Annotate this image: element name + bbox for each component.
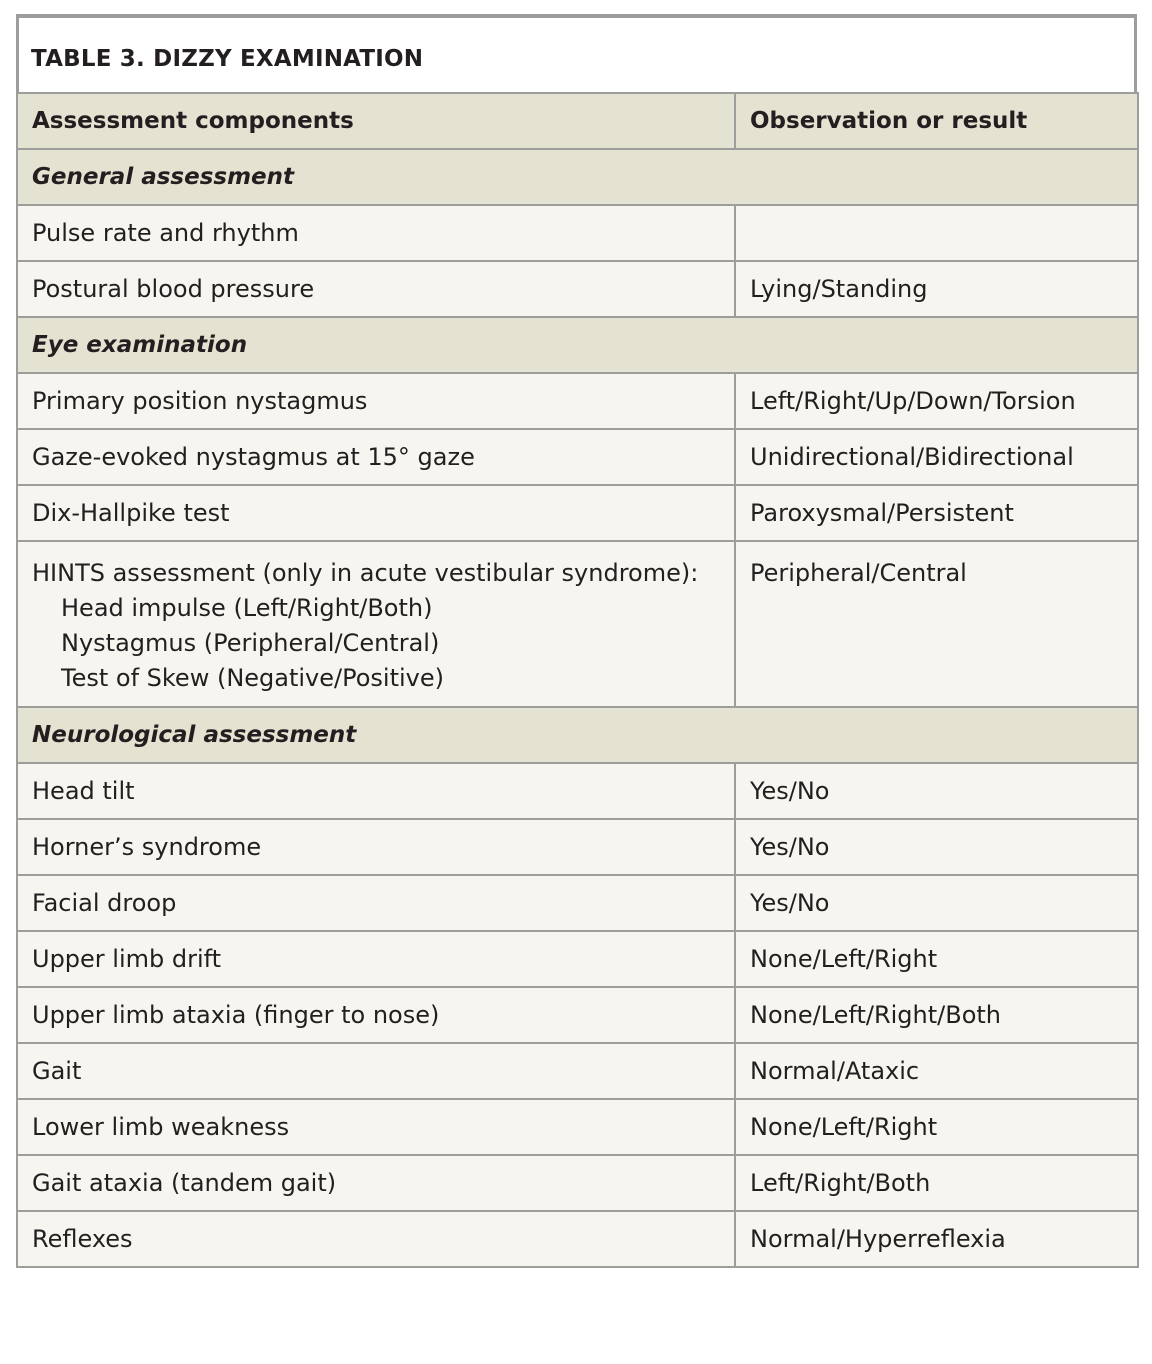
result-cell: Left/Right/Up/Down/Torsion [735,373,1138,429]
table-row [17,261,1138,317]
result-cell: Yes/No [735,763,1138,819]
component-cell: Postural blood pressure [17,261,735,317]
table-row [17,875,1138,931]
result-cell: Normal/Ataxic [735,1043,1138,1099]
table-row [17,763,1138,819]
result-cell: None/Left/Right/Both [735,987,1138,1043]
section-label: Neurological assessment [17,707,1138,763]
header-observation-or-result: Observation or result [735,93,1138,149]
result-cell: Normal/Hyperreflexia [735,1211,1138,1267]
result-cell [735,205,1138,261]
component-cell: Gaze-evoked nystagmus at 15° gaze [17,429,735,485]
hints-subitem: Nystagmus (Peripheral/Central) [61,629,440,657]
table-row [17,1043,1138,1099]
table-row [17,987,1138,1043]
result-cell: Yes/No [735,875,1138,931]
section-row-neurological-assessment [17,707,1138,763]
component-cell: Gait ataxia (tandem gait) [17,1155,735,1211]
component-cell: Upper limb ataxia (finger to nose) [17,987,735,1043]
table-row [17,485,1138,541]
hints-subitem: Head impulse (Left/Right/Both) [61,594,433,622]
result-cell: None/Left/Right [735,1099,1138,1155]
hints-heading: HINTS assessment (only in acute vestibular syndrome): [32,559,699,587]
component-cell: Head tilt [17,763,735,819]
result-cell: Paroxysmal/Persistent [735,485,1138,541]
result-cell: Left/Right/Both [735,1155,1138,1211]
section-label: Eye examination [17,317,1138,373]
result-cell: Yes/No [735,819,1138,875]
section-row-eye-examination [17,317,1138,373]
section-row-general-assessment [17,149,1138,205]
component-cell: Reflexes [17,1211,735,1267]
component-cell: Lower limb weakness [17,1099,735,1155]
result-cell: None/Left/Right [735,931,1138,987]
table-row-hints [17,541,1138,707]
result-cell: Peripheral/Central [735,541,1138,707]
table-row [17,1211,1138,1267]
table-row [17,429,1138,485]
hints-subitem: Test of Skew (Negative/Positive) [61,664,444,692]
component-cell: Facial droop [17,875,735,931]
section-label: General assessment [17,149,1138,205]
table-container [16,14,1137,1268]
component-cell: Dix-Hallpike test [17,485,735,541]
component-cell: Horner’s syndrome [17,819,735,875]
header-row [17,93,1138,149]
result-cell: Lying/Standing [735,261,1138,317]
table-title-box [16,14,1137,92]
table-row [17,1155,1138,1211]
examination-table [16,92,1139,1268]
table-row [17,1099,1138,1155]
table-row [17,373,1138,429]
component-cell: Pulse rate and rhythm [17,205,735,261]
table-row [17,205,1138,261]
component-cell: Primary position nystagmus [17,373,735,429]
component-cell [17,541,735,707]
component-cell: Gait [17,1043,735,1099]
table-title: TABLE 3. DIZZY EXAMINATION [31,46,424,72]
result-cell: Unidirectional/Bidirectional [735,429,1138,485]
component-cell: Upper limb drift [17,931,735,987]
table-row [17,931,1138,987]
header-assessment-components: Assessment components [17,93,735,149]
table-row [17,819,1138,875]
